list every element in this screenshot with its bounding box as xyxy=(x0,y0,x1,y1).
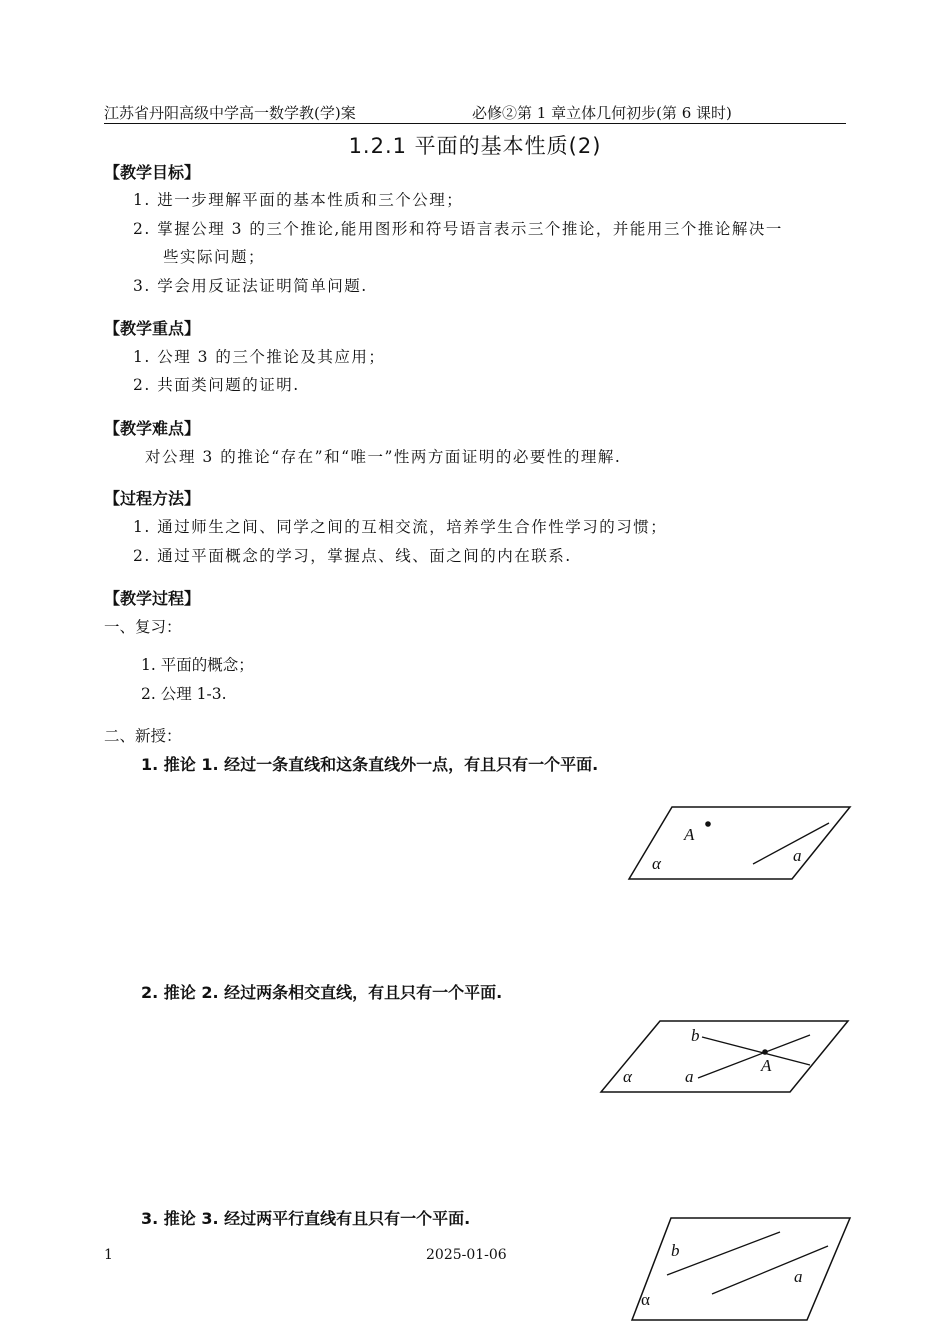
line-b-3 xyxy=(667,1232,780,1275)
label-plane-2: α xyxy=(623,1067,632,1086)
plane-1 xyxy=(629,807,850,879)
label-line-b-2: b xyxy=(691,1026,700,1045)
page-title: 1.2.1 平面的基本性质(2) xyxy=(348,134,602,158)
difficulties-heading: 【教学难点】 xyxy=(104,419,201,438)
label-line-a-1: a xyxy=(793,846,802,865)
footer-date: 2025-01-06 xyxy=(426,1247,507,1263)
plane-3 xyxy=(632,1218,850,1320)
corollary-1: 1. 推论 1. 经过一条直线和这条直线外一点，有且只有一个平面. xyxy=(141,755,599,774)
label-plane-1: α xyxy=(652,854,661,873)
goal-item-2-cont: 些实际问题； xyxy=(163,248,266,266)
key-point-1: 1. 公理 3 的三个推论及其应用； xyxy=(133,348,386,366)
corollary-2: 2. 推论 2. 经过两条相交直线，有且只有一个平面. xyxy=(141,983,503,1002)
goal-item-2: 2. 掌握公理 3 的三个推论,能用图形和符号语言表示三个推论，并能用三个推论解决一 xyxy=(133,220,783,238)
process-heading: 【教学过程】 xyxy=(104,589,201,608)
header-left: 江苏省丹阳高级中学高一数学教(学)案 xyxy=(104,104,356,122)
review-item-1: 1. 平面的概念； xyxy=(141,656,254,674)
footer-page-number: 1 xyxy=(104,1247,113,1263)
label-point-a-1: A xyxy=(684,825,695,844)
key-point-2: 2. 共面类问题的证明. xyxy=(133,376,300,394)
goals-heading: 【教学目标】 xyxy=(104,163,201,182)
plane-2 xyxy=(601,1021,848,1092)
line-a-2 xyxy=(698,1035,810,1078)
difficulties-text: 对公理 3 的推论“存在”和“唯一”性两方面证明的必要性的理解. xyxy=(145,448,622,466)
point-a-2 xyxy=(762,1049,768,1055)
figure-corollary-1 xyxy=(620,800,860,890)
review-heading: 一、复习： xyxy=(104,618,182,636)
new-heading: 二、新授： xyxy=(104,727,182,745)
label-line-b-3: b xyxy=(671,1241,680,1260)
point-a-1 xyxy=(705,821,711,827)
review-item-2: 2. 公理 1-3. xyxy=(141,685,227,703)
header-rule xyxy=(104,123,846,124)
header-right: 必修②第 1 章立体几何初步(第 6 课时) xyxy=(472,104,732,122)
label-line-a-3: a xyxy=(794,1267,803,1286)
method-item-2: 2. 通过平面概念的学习，掌握点、线、面之间的内在联系. xyxy=(133,547,572,565)
label-point-a-2: A xyxy=(761,1056,772,1075)
label-plane-3: α xyxy=(641,1290,650,1309)
figure-corollary-2 xyxy=(595,1015,855,1100)
line-a-3 xyxy=(712,1246,828,1294)
goal-item-1: 1. 进一步理解平面的基本性质和三个公理； xyxy=(133,191,464,209)
corollary-3: 3. 推论 3. 经过两平行直线有且只有一个平面. xyxy=(141,1209,471,1228)
label-line-a-2: a xyxy=(685,1067,694,1086)
figure-corollary-3 xyxy=(625,1212,865,1327)
key-points-heading: 【教学重点】 xyxy=(104,319,201,338)
method-item-1: 1. 通过师生之间、同学之间的互相交流，培养学生合作性学习的习惯； xyxy=(133,518,668,536)
line-a-1 xyxy=(753,823,829,864)
methods-heading: 【过程方法】 xyxy=(104,489,201,508)
goal-item-3: 3. 学会用反证法证明简单问题. xyxy=(133,277,368,295)
